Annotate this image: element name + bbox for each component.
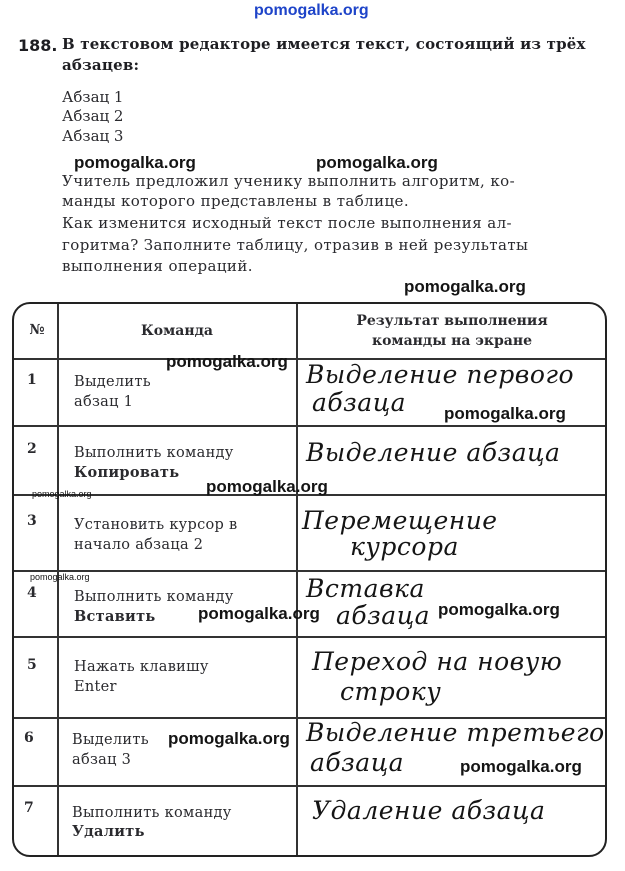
command-text: абзац 3 [72, 752, 132, 768]
row-number: 4 [27, 585, 37, 601]
command-text: Установить курсор в [74, 517, 238, 533]
watermark: pomogalka.org [32, 489, 92, 499]
handwritten-result: Удаление абзаца [312, 796, 546, 825]
handwritten-result: строку [340, 677, 442, 706]
command-text: абзац 1 [74, 394, 134, 410]
handwritten-result: Перемещение [302, 506, 498, 535]
watermark: pomogalka.org [316, 153, 438, 172]
row-number: 6 [24, 730, 34, 746]
handwritten-result: Переход на новую [312, 647, 563, 676]
handwritten-result: абзаца [310, 748, 405, 777]
header-result: Результат выполнения [356, 313, 548, 329]
handwritten-result: Выделение первого [306, 360, 575, 389]
watermark: pomogalka.org [30, 572, 90, 582]
task-number: 188. [18, 36, 58, 55]
row-number: 3 [27, 513, 37, 529]
row-number: 7 [24, 800, 34, 816]
desc-line: манды которого представлены в таблице. [62, 192, 409, 210]
handwritten-result: абзаца [336, 601, 431, 630]
header-number: № [29, 322, 45, 338]
watermark: pomogalka.org [206, 477, 328, 496]
desc-line: выполнения операций. [62, 257, 253, 275]
handwritten-result: Выделение третьего [306, 718, 605, 747]
watermark: pomogalka.org [460, 757, 582, 776]
paragraph-item: Абзац 3 [62, 127, 124, 145]
command-text: Удалить [72, 823, 145, 840]
paragraph-item: Абзац 1 [62, 88, 124, 106]
command-text: Выполнить команду [74, 589, 234, 605]
watermark: pomogalka.org [438, 600, 560, 619]
command-text: Enter [74, 679, 117, 695]
header-command: Команда [141, 323, 213, 339]
desc-line: Учитель предложил ученику выполнить алгоритм, ко- [62, 172, 516, 190]
row-number: 2 [27, 441, 37, 457]
row-divider [14, 425, 605, 427]
row-divider [14, 570, 605, 572]
watermark: pomogalka.org [168, 729, 290, 748]
row-divider [14, 636, 605, 638]
column-divider [296, 304, 298, 855]
paragraph-item: Абзац 2 [62, 107, 124, 125]
watermark: pomogalka.org [444, 404, 566, 423]
command-text: Выделить [72, 732, 149, 748]
watermark: pomogalka.org [166, 352, 288, 371]
handwritten-result: Вставка [306, 574, 425, 603]
row-divider [14, 785, 605, 787]
task-line1: В текстовом редакторе имеется текст, состоящий из трёх [62, 35, 586, 53]
handwritten-result: Выделение абзаца [306, 438, 561, 467]
command-text: Выделить [74, 374, 151, 390]
watermark: pomogalka.org [198, 604, 320, 623]
watermark-top: pomogalka.org [254, 2, 369, 19]
command-text: Нажать клавишу [74, 659, 209, 675]
task-line2: абзацев: [62, 56, 140, 74]
desc-line: Как изменится исходный текст после выполнения ал- [62, 214, 512, 232]
row-number: 1 [27, 372, 37, 388]
header-result: команды на экране [371, 333, 532, 349]
command-text: Вставить [74, 608, 156, 625]
desc-line: горитма? Заполните таблицу, отразив в ней результаты [62, 236, 529, 254]
watermark: pomogalka.org [404, 277, 526, 296]
watermark: pomogalka.org [74, 153, 196, 172]
handwritten-result: курсора [350, 532, 459, 561]
handwritten-result: абзаца [312, 388, 407, 417]
row-number: 5 [27, 657, 37, 673]
command-text: Выполнить команду [72, 805, 232, 821]
command-text: начало абзаца 2 [74, 537, 204, 553]
command-text: Выполнить команду [74, 445, 234, 461]
command-text: Копировать [74, 464, 180, 481]
